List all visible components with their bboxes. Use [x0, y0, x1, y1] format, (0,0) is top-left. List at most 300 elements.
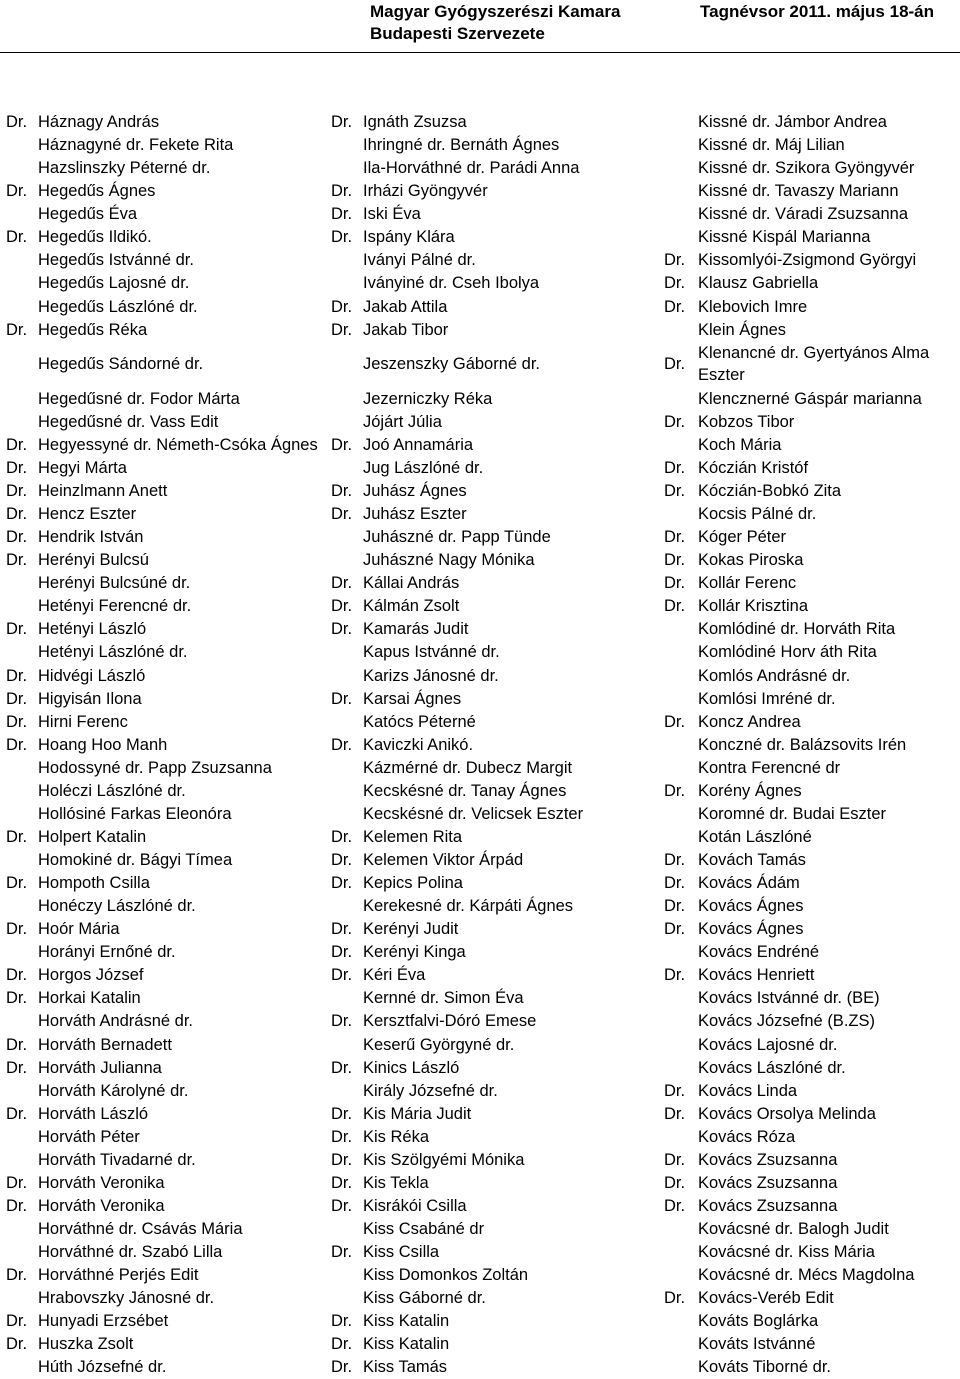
member-name: Hegedűs Réka [38, 320, 148, 339]
member-row [6, 319, 336, 342]
member-name: Hegyi Márta [38, 458, 127, 477]
member-name: Komlódiné Horv áth Rita [698, 643, 877, 662]
member-name: Kaviczki Anikó. [363, 735, 474, 754]
member-title: Dr. [664, 412, 686, 431]
member-row [6, 803, 336, 826]
member-name: Kovács Józsefné (B.ZS) [698, 1012, 875, 1031]
member-title: Dr. [331, 827, 353, 846]
member-name: Kollár Krisztina [698, 597, 809, 616]
member-name: Higyisán Ilona [38, 689, 142, 708]
member-row [6, 1057, 336, 1080]
member-row [664, 503, 960, 526]
member-row [331, 1103, 671, 1126]
member-row [331, 526, 671, 549]
member-row [6, 964, 336, 987]
member-row [664, 688, 960, 711]
member-name: Kovács Ágnes [698, 920, 804, 939]
member-row [6, 1172, 336, 1195]
member-row [331, 111, 671, 134]
member-name: Kiss Katalin [363, 1312, 450, 1331]
member-title: Dr. [6, 482, 28, 500]
member-name: Hoór Mária [38, 920, 120, 939]
member-name: Kis Mária Judit [363, 1104, 472, 1123]
member-row [331, 1241, 671, 1264]
member-title: Dr. [6, 1104, 28, 1123]
header-divider [0, 52, 960, 53]
member-title: Dr. [6, 666, 28, 685]
member-name: Kiss Csilla [363, 1243, 440, 1262]
member-name: Horváth László [38, 1104, 149, 1123]
member-title: Dr. [6, 320, 28, 339]
member-row [6, 111, 336, 134]
member-row [6, 411, 336, 434]
member-name: Hirni Ferenc [38, 712, 128, 731]
member-row [331, 757, 671, 780]
member-row [331, 434, 671, 457]
member-title: Dr. [6, 1035, 28, 1054]
member-row [664, 342, 960, 388]
organization-branch: Budapesti Szervezete [370, 24, 545, 43]
member-row [6, 987, 336, 1010]
member-row [6, 572, 336, 595]
member-name: Húth Józsefné dr. [38, 1358, 167, 1377]
member-column-3 [664, 111, 960, 1379]
member-name: Klein Ágnes [698, 320, 787, 339]
member-row [664, 1034, 960, 1057]
member-name: Kotán Lászlóné [698, 827, 812, 846]
member-row [664, 1218, 960, 1241]
member-title: Dr. [331, 297, 353, 316]
member-row [664, 180, 960, 203]
member-title: Dr. [331, 920, 353, 939]
member-name: Hazslinszky Péterné dr. [38, 159, 211, 178]
member-title: Dr. [331, 620, 353, 639]
member-name: Kovács Zsuzsanna [698, 1196, 838, 1215]
member-name: Horváth Tivadarné dr. [38, 1150, 196, 1169]
member-row [6, 918, 336, 941]
member-name: Horváthné Perjés Edit [38, 1266, 199, 1285]
member-row [6, 526, 336, 549]
member-column-2 [331, 111, 671, 1379]
member-name: Kernné dr. Simon Éva [363, 989, 524, 1008]
member-row [664, 111, 960, 134]
member-row [331, 595, 671, 618]
member-name: Horkai Katalin [38, 989, 141, 1008]
member-name: Herényi Bulcsú [38, 551, 149, 570]
member-row [6, 342, 336, 388]
member-name: Hidvégi László [38, 666, 146, 685]
member-name: Iványiné dr. Cseh Ibolya [363, 274, 540, 293]
member-name: Kamarás Judit [363, 620, 469, 639]
member-name: Kisrákói Csilla [363, 1196, 467, 1215]
member-row [331, 688, 671, 711]
member-row [664, 711, 960, 734]
member-row [664, 1264, 960, 1287]
member-name: Iványi Pálné dr. [363, 251, 476, 270]
member-row [664, 941, 960, 964]
member-name: Hetényi László [38, 620, 147, 639]
member-name: Juhász Eszter [363, 505, 467, 524]
member-row [664, 595, 960, 618]
member-name: Holéczi Lászlóné dr. [38, 781, 186, 800]
member-name: Kóger Péter [698, 528, 787, 547]
member-row [331, 618, 671, 641]
member-row [6, 388, 336, 411]
member-row [331, 803, 671, 826]
member-name: Horváth Andrásné dr. [38, 1012, 194, 1031]
member-row [664, 964, 960, 987]
member-row [664, 434, 960, 457]
member-row [6, 226, 336, 249]
member-name: Kovács Lajosné dr. [698, 1035, 838, 1054]
member-name: Hodossyné dr. Papp Zsuzsanna [38, 758, 272, 777]
member-row [331, 826, 671, 849]
page-header [0, 0, 960, 52]
member-row [331, 1149, 671, 1172]
member-title: Dr. [6, 1312, 28, 1331]
member-name: Jakab Attila [363, 297, 448, 316]
member-row [331, 180, 671, 203]
member-title: Dr. [664, 874, 686, 893]
member-name: Jeszenszky Gáborné dr. [363, 355, 541, 374]
member-row [6, 503, 336, 526]
member-row [664, 757, 960, 780]
member-row [331, 272, 671, 295]
member-name: Horváth Veronika [38, 1173, 165, 1192]
member-name: Klausz Gabriella [698, 274, 819, 293]
member-row [664, 1310, 960, 1333]
member-name: Kovács Henriett [698, 966, 815, 985]
member-name: Kovács-Veréb Edit [698, 1289, 834, 1308]
member-row [331, 1172, 671, 1195]
member-row [664, 1195, 960, 1218]
member-name: Heinzlmann Anett [38, 482, 168, 500]
member-row [331, 549, 671, 572]
member-name: Kálmán Zsolt [363, 597, 460, 616]
member-name: Konczné dr. Balázsovits Irén [698, 735, 907, 754]
member-row [6, 296, 336, 319]
member-title: Dr. [331, 1058, 353, 1077]
member-title: Dr. [664, 851, 686, 869]
member-name: Honéczy Lászlóné dr. [38, 897, 196, 916]
member-name: Kováts Istvánné [698, 1335, 816, 1354]
member-name: Huszka Zsolt [38, 1335, 134, 1354]
member-row [6, 872, 336, 895]
member-row [6, 180, 336, 203]
member-name: Karizs Jánosné dr. [363, 666, 499, 685]
member-row [664, 480, 960, 503]
member-name: Kovácsné dr. Balogh Judit [698, 1220, 889, 1238]
member-name: Kovács Zsuzsanna [698, 1173, 838, 1192]
member-row [6, 665, 336, 688]
member-title: Dr. [6, 1335, 28, 1354]
member-row [664, 226, 960, 249]
member-row [331, 411, 671, 434]
member-name: Karsai Ágnes [363, 689, 462, 708]
member-name: Jójárt Júlia [363, 412, 442, 431]
member-name: Kissné dr. Tavaszy Mariann [698, 182, 899, 201]
member-name: Juhász Ágnes [363, 482, 467, 500]
member-name: Kovács Ágnes [698, 897, 804, 916]
member-row [331, 1264, 671, 1287]
member-name: Kovács Istvánné dr. (BE) [698, 989, 880, 1008]
member-name: Hegedűs Ildikó. [38, 228, 152, 247]
member-title: Dr. [331, 1150, 353, 1169]
member-title: Dr. [6, 1173, 28, 1192]
member-name: Kelemen Viktor Árpád [363, 851, 524, 869]
member-title: Dr. [331, 851, 353, 869]
member-row [331, 203, 671, 226]
member-name: Komlódiné dr. Horváth Rita [698, 620, 896, 639]
member-title: Dr. [331, 113, 353, 131]
member-title: Dr. [6, 735, 28, 754]
member-row [6, 734, 336, 757]
member-name: Kissné dr. Jámbor Andrea [698, 113, 887, 131]
member-title: Dr. [331, 1104, 353, 1123]
member-row [331, 572, 671, 595]
member-title: Dr. [6, 689, 28, 708]
member-name: Kovács Lászlóné dr. [698, 1058, 846, 1077]
member-title: Dr. [664, 781, 686, 800]
member-title: Dr. [664, 897, 686, 916]
member-row [664, 1010, 960, 1033]
member-row [6, 1149, 336, 1172]
member-row [664, 918, 960, 941]
member-row [331, 226, 671, 249]
member-title: Dr. [664, 274, 686, 293]
member-row [6, 272, 336, 295]
member-name: Kollár Ferenc [698, 574, 797, 593]
member-row [6, 757, 336, 780]
member-name: Hegedűs Éva [38, 205, 138, 224]
member-row [331, 872, 671, 895]
member-name: Kissné Kispál Marianna [698, 228, 871, 247]
member-title: Dr. [664, 1104, 686, 1123]
member-title: Dr. [331, 874, 353, 893]
member-row [6, 1195, 336, 1218]
member-row [331, 734, 671, 757]
member-row [664, 411, 960, 434]
member-name: Kontra Ferencné dr [698, 758, 841, 777]
member-row [6, 641, 336, 664]
member-name: Kersztfalvi-Dóró Emese [363, 1012, 537, 1031]
member-name: Jug Lászlóné dr. [363, 458, 484, 477]
member-name: Homokiné dr. Bágyi Tímea [38, 851, 233, 869]
member-name: Kapus Istvánné dr. [363, 643, 500, 662]
member-column-1 [6, 111, 336, 1379]
member-row [6, 1310, 336, 1333]
member-title: Dr. [331, 228, 353, 247]
member-row [664, 549, 960, 572]
member-row [331, 134, 671, 157]
member-name: Kóczián Kristóf [698, 458, 809, 477]
member-title: Dr. [331, 1012, 353, 1031]
member-row [664, 272, 960, 295]
member-name: Kállai András [363, 574, 460, 593]
member-row [664, 1080, 960, 1103]
member-title: Dr. [6, 228, 28, 247]
member-title: Dr. [664, 297, 686, 316]
member-name: Kocsis Pálné dr. [698, 505, 817, 524]
member-name: Kiss Tamás [363, 1358, 448, 1377]
member-row [331, 1057, 671, 1080]
member-row [6, 849, 336, 872]
member-name: Hrabovszky Jánosné dr. [38, 1289, 215, 1308]
member-title: Dr. [664, 966, 686, 985]
member-name: Horváth Bernadett [38, 1035, 172, 1054]
member-row [6, 1264, 336, 1287]
member-name: Ignáth Zsuzsa [363, 113, 467, 131]
member-title: Dr. [331, 205, 353, 224]
member-title: Dr. [6, 874, 28, 893]
member-row [664, 641, 960, 664]
member-title: Dr. [6, 551, 28, 570]
member-name: Kovácsné dr. Kiss Mária [698, 1243, 875, 1262]
member-row [6, 618, 336, 641]
member-name: Klencznerné Gáspár marianna [698, 389, 922, 408]
member-name: Kováts Tiborné dr. [698, 1358, 831, 1377]
member-row [6, 157, 336, 180]
member-name: Juhászné dr. Papp Tünde [363, 528, 551, 547]
member-name: Komlósi Imréné dr. [698, 689, 836, 708]
member-title: Dr. [331, 482, 353, 500]
document-title: Tagnévsor 2011. május 18-án [700, 2, 935, 21]
member-title: Dr. [331, 1127, 353, 1146]
member-name: Holpert Katalin [38, 827, 147, 846]
member-name: Kovács Róza [698, 1127, 796, 1146]
member-title: Dr. [331, 574, 353, 593]
member-name: Koncz Andrea [698, 712, 801, 731]
member-name: Ihringné dr. Bernáth Ágnes [363, 136, 560, 155]
member-row [331, 1080, 671, 1103]
member-row [664, 803, 960, 826]
member-title: Dr. [6, 113, 28, 131]
member-title: Dr. [331, 435, 353, 454]
member-row [664, 296, 960, 319]
member-row [331, 319, 671, 342]
member-name: Kiss Katalin [363, 1335, 450, 1354]
member-name: Kovács Endréné [698, 943, 820, 962]
member-title: Dr. [664, 712, 686, 731]
member-row [331, 780, 671, 803]
member-row [6, 1010, 336, 1033]
member-name: Hollósiné Farkas Eleonóra [38, 804, 232, 823]
member-title: Dr. [6, 528, 28, 547]
member-row [6, 711, 336, 734]
member-row [664, 1287, 960, 1310]
member-name: Kováts Boglárka [698, 1312, 819, 1331]
member-title: Dr. [664, 1173, 686, 1192]
member-title: Dr. [331, 966, 353, 985]
member-name: Klebovich Imre [698, 297, 808, 316]
member-name: Háznagy András [38, 113, 160, 131]
member-name: Horányi Ernőné dr. [38, 943, 176, 962]
member-row [6, 203, 336, 226]
member-title: Dr. [331, 1243, 353, 1262]
member-name: Király Józsefné dr. [363, 1081, 498, 1100]
member-name: Kázmérné dr. Dubecz Margit [363, 758, 573, 777]
member-row [6, 1080, 336, 1103]
member-row [664, 1149, 960, 1172]
member-title: Dr. [6, 620, 28, 639]
member-name: Kovács Linda [698, 1081, 798, 1100]
member-name: Kobzos Tibor [698, 412, 795, 431]
member-row [664, 849, 960, 872]
member-name: Ispány Klára [363, 228, 455, 247]
member-row [331, 987, 671, 1010]
member-name: Herényi Bulcsúné dr. [38, 574, 191, 593]
member-title: Dr. [6, 1196, 28, 1215]
member-title: Dr. [331, 943, 353, 962]
member-name: Kerényi Judit [363, 920, 459, 939]
member-name: Kovács Ádám [698, 874, 800, 893]
member-title: Dr. [6, 1266, 28, 1285]
member-title: Dr. [331, 1173, 353, 1192]
member-title: Dr. [331, 1196, 353, 1215]
member-title: Dr. [664, 551, 686, 570]
member-name: Kiss Csabáné dr [363, 1220, 485, 1238]
member-name: Horváth Julianna [38, 1058, 162, 1077]
member-name: Kis Szölgyémi Mónika [363, 1150, 525, 1169]
member-title: Dr. [6, 966, 28, 985]
member-title: Dr. [664, 458, 686, 477]
member-row [331, 665, 671, 688]
member-name: Kepics Polina [363, 874, 463, 893]
member-row [6, 1126, 336, 1149]
member-name: Hegyessyné dr. Németh-Csóka Ágnes [38, 435, 318, 454]
member-row [664, 319, 960, 342]
member-row [331, 1034, 671, 1057]
member-row [6, 688, 336, 711]
member-name: Juhászné Nagy Mónika [363, 551, 535, 570]
member-name: Kerényi Kinga [363, 943, 466, 962]
member-row [331, 1010, 671, 1033]
member-name: Kis Réka [363, 1127, 430, 1146]
member-name: Horgos József [38, 966, 144, 985]
member-row [664, 665, 960, 688]
member-row [331, 1287, 671, 1310]
member-title: Dr. [664, 482, 686, 500]
member-row [6, 1034, 336, 1057]
member-title: Dr. [6, 989, 28, 1008]
member-title: Dr. [331, 320, 353, 339]
member-row [331, 503, 671, 526]
member-row [664, 134, 960, 157]
member-title: Dr. [6, 920, 28, 939]
member-row [664, 157, 960, 180]
member-row [664, 987, 960, 1010]
member-name: Jezerniczky Réka [363, 389, 493, 408]
member-row [331, 1310, 671, 1333]
member-name: Horváthné dr. Csávás Mária [38, 1220, 243, 1238]
member-name: Kis Tekla [363, 1173, 429, 1192]
member-row [331, 1218, 671, 1241]
member-name: Kovács Zsuzsanna [698, 1150, 838, 1169]
member-name: Hegedűs Lászlóné dr. [38, 297, 198, 316]
member-name: Hunyadi Erzsébet [38, 1312, 169, 1331]
member-row [331, 1195, 671, 1218]
member-row [664, 618, 960, 641]
member-row [664, 734, 960, 757]
member-row [6, 780, 336, 803]
member-row [6, 480, 336, 503]
member-title: Dr. [664, 251, 686, 270]
member-name: Hegedűsné dr. Fodor Márta [38, 389, 240, 408]
member-row [331, 480, 671, 503]
member-name: Kelemen Rita [363, 827, 463, 846]
member-row [6, 1218, 336, 1241]
member-row [664, 526, 960, 549]
